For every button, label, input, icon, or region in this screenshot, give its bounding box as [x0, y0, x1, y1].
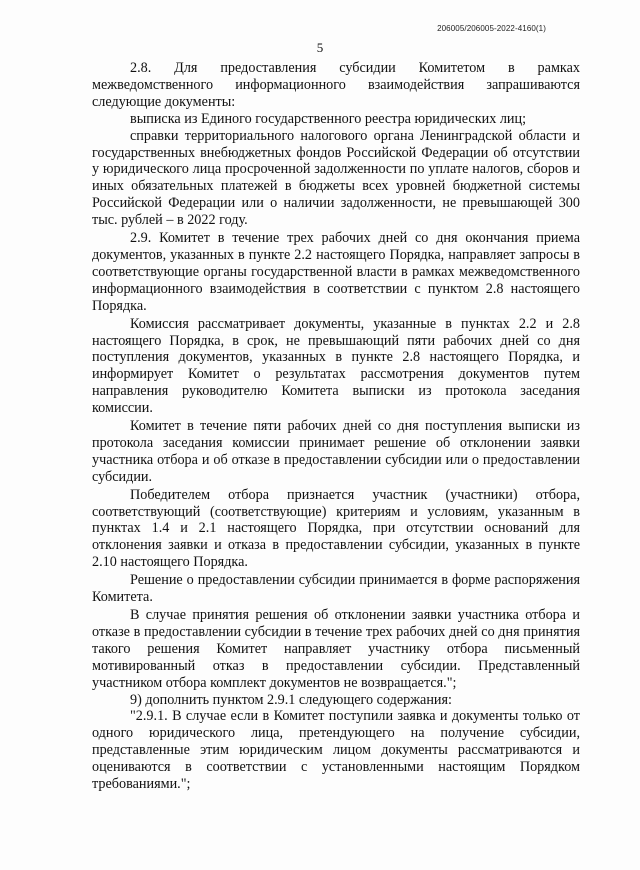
paragraph-committee-decision: Комитет в течение пяти рабочих дней со дня поступления выписки из протокола заседания комиссии принимает решение об отклонении заявки участника отбора и об отказе в предоставлении субсидии или о предоставлении субсидии. — [92, 418, 580, 485]
paragraph-decision-form: Решение о предоставлении субсидии принимается в форме распоряжения Комитета. — [92, 572, 580, 606]
paragraph-egrul-extract: выписка из Единого государственного реестра юридических лиц; — [130, 110, 527, 127]
paragraph-2-8: 2.8. Для предоставления субсидии Комитетом в рамках межведомственного информационного взаимодействия запрашиваются следующие документы: — [92, 60, 580, 110]
paragraph-tax-certificates: справки территориального налогового органа Ленинградской области и государственных внебюджетных фондов Российской Федерации об отсутствии у юридического лица просроченной задолженности по уплате налогов, сборов и иных обязательных платежей в бюджеты всех уровней бюджетной системы Российской Федерации или о наличии задолженности, не превышающей 300 тыс. рублей – в 2022 году. — [92, 127, 580, 229]
paragraph-commission-review: Комиссия рассматривает документы, указанные в пунктах 2.2 и 2.8 настоящего Порядка, в срок, не превышающий пяти рабочих дней со дня поступления документов, указанных в пункте 2.8 настоящего Порядка, и информирует Комитет о результатах рассмотрения документов путем направления руководителю Комитета выписки из протокола заседания комиссии. — [92, 315, 580, 417]
document-body — [92, 60, 580, 793]
page-number: 5 — [316, 40, 324, 55]
document-id: 206005/206005-2022-4160(1) — [437, 24, 546, 33]
paragraph-2-9: 2.9. Комитет в течение трех рабочих дней со дня окончания приема документов, указанных в пункте 2.2 настоящего Порядка, направляет запросы в соответствующие органы государственной власти в рамках межведомственного информационного взаимодействия в соответствии с пунктом 2.8 настоящего Порядка. — [92, 230, 580, 314]
paragraph-item-9: 9) дополнить пунктом 2.9.1 следующего содержания: — [130, 691, 452, 708]
paragraph-rejection: В случае принятия решения об отклонении заявки участника отбора и отказе в предоставлении субсидии в течение трех рабочих дней со дня принятия такого решения Комитет направляет участнику отбора письменный мотивированный отказ в предоставлении субсидии. Представленный участником отбора комплект документов не возвращается."; — [92, 607, 580, 691]
paragraph-winner: Победителем отбора признается участник (участники) отбора, соответствующий (соответствующие) критериям и условиям, указанным в пунктах 1.4 и 2.1 настоящего Порядка, при отсутствии оснований для отклонения заявки и отказа в предоставлении субсидии, указанных в пункте 2.10 настоящего Порядка. — [92, 486, 580, 571]
paragraph-2-9-1: "2.9.1. В случае если в Комитет поступили заявка и документы только от одного юридического лица, претендующего на получение субсидии, представленные этим юридическим лицом документы рассматриваются и оцениваются в соответствии с установленными настоящим Порядком требованиями."; — [92, 708, 580, 793]
